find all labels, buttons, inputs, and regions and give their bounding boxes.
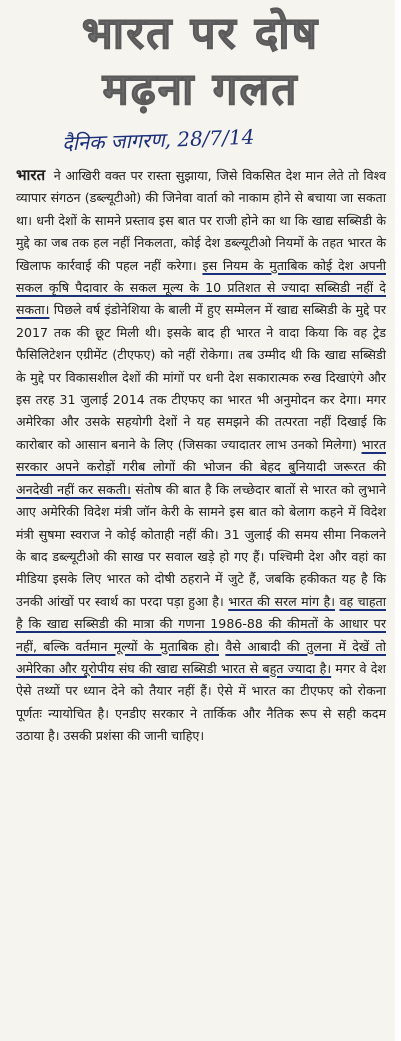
headline — [14, 6, 387, 118]
headline-line-2: मढ़ना गलत — [102, 64, 299, 115]
body-segment-4: मगर वे देश ऐसे तथ्यों पर ध्यान देने को तैयार नहीं हैं। ऐसे में भारत का टीएफए को रोकना पूर्णतः न्यायोचित है। एनडीए सरकार ने तार्किक और नैतिक रूप से सही कदम उठाया है। उसकी प्रशंसा की जानी चाहिए। — [16, 660, 386, 744]
underlined-segment-2: भारत सरकार अपने करोड़ों गरीब लोगों की भोजन की बेहद बुनियादी जरूरत की अनदेखी नहीं कर सकती। — [16, 436, 386, 497]
handwritten-source-date: दैनिक जागरण, 28/7/14 — [61, 124, 255, 156]
body-segment-3: संतोष की बात है कि लच्छेदार बातों से भारत को लुभाने आए अमेरिकी विदेश मंत्री जॉन केरी के सामने इस बात को बेलाग कहने में विदेश मंत्री सुषमा स्वराज ने कोई कोताही नहीं की। 31 जुलाई की समय सीमा निकलने के बाद डब्ल्यूटीओ की साख पर सवाल खड़े हो गए हैं। पश्चिमी देश और वहां का मीडिया इसके लिए भारत को दोषी ठहराने में जुटे हैं, जबकि हकीकत यह है कि उनकी आंखों पर स्वार्थ का परदा पड़ा हुआ है। — [16, 481, 386, 609]
body-segment-1: ने आखिरी वक्त पर रास्ता सुझाया, जिसे विकसित देश मान लेते तो विश्व व्यापार संगठन (डब्ल्यूटीओ) की जिनेवा वार्ता को नाकाम होने से बचाया जा सकता था। धनी देशों के सामने प्रस्ताव इस बात पर राजी होने का था कि खाद्य सब्सिडी के मुद्दे का जब तक हल नहीं निकलता, कोई देश डब्ल्यूटीओ नियमों के तहत भारत के खिलाफ कार्रवाई की पहल नहीं करेगा। — [16, 168, 386, 273]
article-body — [16, 164, 386, 748]
lead-word: भारत — [16, 166, 46, 184]
underlined-segment-3: भारत की सरल मांग है। — [228, 593, 335, 609]
headline-line-1: भारत पर दोष — [81, 8, 320, 59]
underlined-segment-4: वह चाहता है कि खाद्य सब्सिडी की मात्रा की गणना 1986-88 की कीमतों के आधार पर नहीं, बल्कि वर्तमान मूल्यों के मुताबिक हो। — [16, 593, 386, 654]
body-segment-2: पिछले वर्ष इंडोनेशिया के बाली में हुए सम्मेलन में खाद्य सब्सिडी के मुद्दे पर 2017 तक की छूट मिली थी। इसके बाद ही भारत ने वादा किया कि वह ट्रेड फैसिलिटेशन एग्रीमेंट (टीएफए) को नहीं रोकेगा। तब उम्मीद थी कि खाद्य सब्सिडी के मुद्दे पर विकासशील देशों की मांगों पर धनी देश सकारात्मक रुख दिखाएंगे और इस तरह 31 जुलाई 2014 तक टीएफए का भारत भी अनुमोदन कर देगा। मगर अमेरिका और उसके सहयोगी देशों ने यह समझने की तत्परता नहीं दिखाई कि कारोबार को आसान बनाने के लिए (जिसका ज्यादातर लाभ उनको मिलेगा) — [16, 302, 386, 452]
page-edge — [395, 0, 401, 1041]
underlined-segment-1: इस नियम के मुताबिक कोई देश अपनी सकल कृषि पैदावार के सकल मूल्य के 10 प्रतिशत से ज्यादा सब्सिडी नहीं दे सकता। — [16, 257, 386, 318]
underlined-segment-5: वैसे आबादी की तुलना में देखें तो अमेरिका और यूरोपीय संघ की खाद्य सब्सिडी भारत से बहुत ज्यादा है। — [16, 638, 386, 676]
